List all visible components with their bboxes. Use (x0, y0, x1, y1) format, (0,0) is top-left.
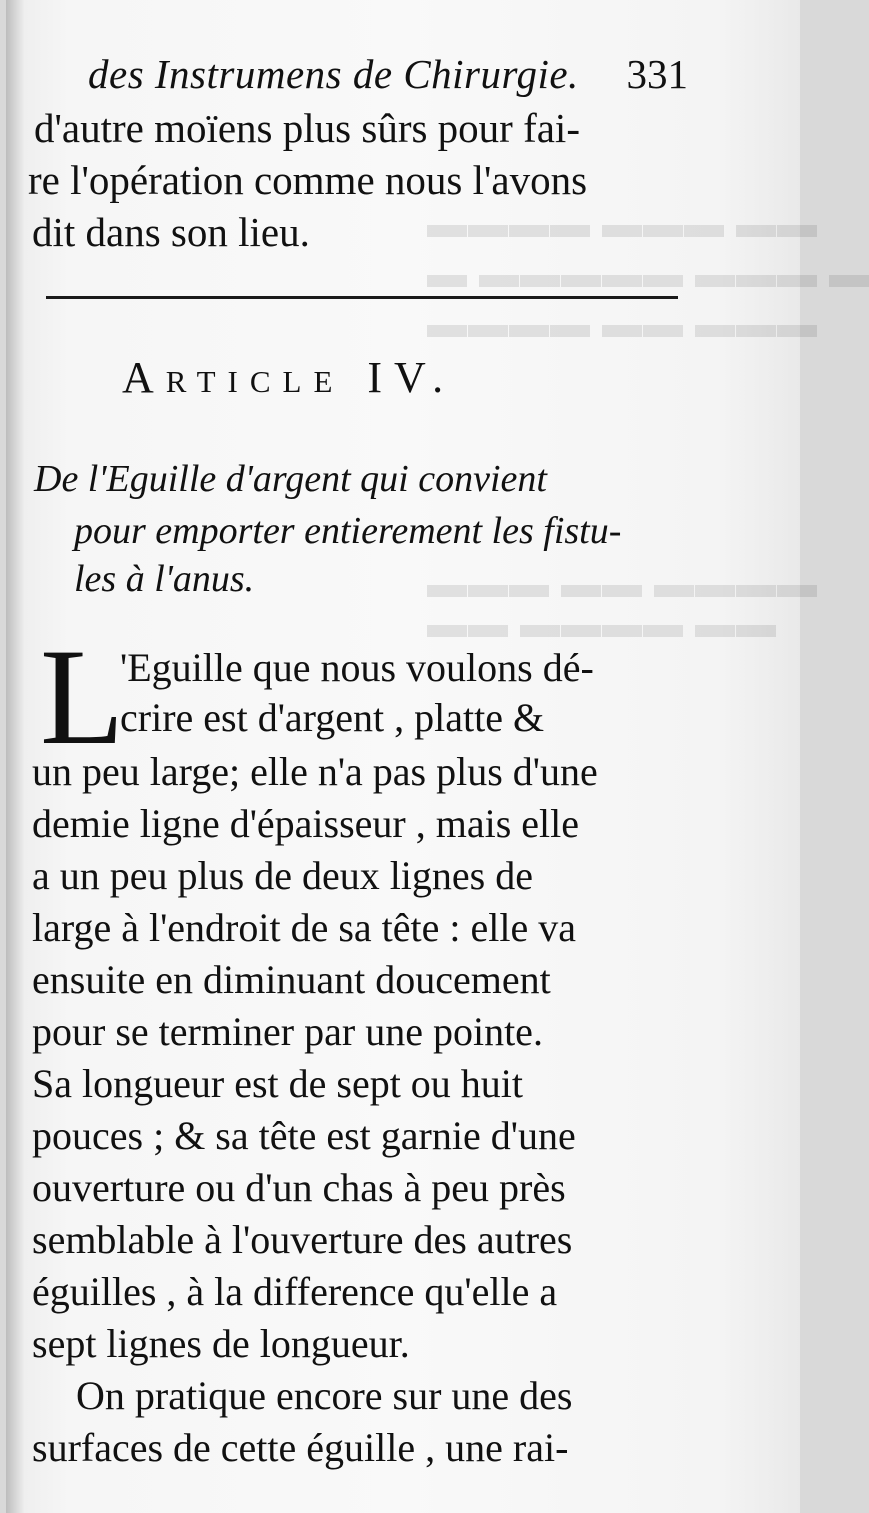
body-line: pouces ; & sa tête est garnie d'une (32, 1113, 576, 1158)
article-heading: Article IV. (122, 353, 456, 402)
body-line: ensuite en diminuant doucement (32, 957, 551, 1002)
running-header (88, 44, 688, 104)
body-line: 'Eguille que nous voulons dé- (120, 645, 594, 690)
show-through-texture: ▬▬ ▬▬▬ ▬▬▬▬ (426, 201, 817, 246)
body-line: surfaces de cette éguille , une rai- (32, 1425, 569, 1470)
page-gutter (6, 0, 24, 1513)
book-page (6, 0, 869, 1513)
body-line: Sa longueur est de sept ou huit (32, 1061, 524, 1106)
intro-line: re l'opération comme nous l'avons (28, 157, 588, 203)
running-title: des Instrumens de Chirurgie. (88, 51, 579, 97)
body-line: pour se terminer par une pointe. (32, 1009, 543, 1054)
intro-line: d'autre moïens plus sûrs pour fai- (34, 105, 580, 151)
show-through-texture: ▬▬ ▬▬▬▬ ▬▬ (426, 601, 776, 646)
body-line: éguilles , à la difference qu'elle a (32, 1269, 558, 1314)
article-subtitle-line: les à l'anus. (74, 558, 255, 600)
body-line: a un peu plus de deux lignes de (32, 853, 533, 898)
show-through-texture: ▬ ▬▬▬ ▬▬▬▬▬ ▬ (426, 251, 869, 296)
article-subtitle-line: pour emporter entierement les fistu- (74, 510, 622, 552)
show-through-texture: ▬▬▬▬ ▬▬ ▬▬▬ (426, 561, 817, 606)
intro-line: dit dans son lieu. (32, 209, 310, 255)
body-line: semblable à l'ouverture des autres (32, 1217, 573, 1262)
page-number: 331 (626, 51, 688, 97)
body-line: crire est d'argent , platte & (120, 695, 545, 740)
body-line: un peu large; elle n'a pas plus d'une (32, 749, 598, 794)
article-subtitle-line: De l'Eguille d'argent qui convient (34, 458, 547, 500)
body-line: large à l'endroit de sa tête : elle va (32, 905, 577, 950)
body-line: demie ligne d'épaisseur , mais elle (32, 801, 580, 846)
show-through-texture: ▬▬▬ ▬▬ ▬▬▬▬ (426, 301, 817, 346)
body-line: On pratique encore sur une des (76, 1373, 573, 1418)
body-line: sept lignes de longueur. (32, 1321, 410, 1366)
section-rule (46, 296, 678, 299)
body-line: ouverture ou d'un chas à peu près (32, 1165, 566, 1210)
drop-cap: L (40, 620, 125, 773)
